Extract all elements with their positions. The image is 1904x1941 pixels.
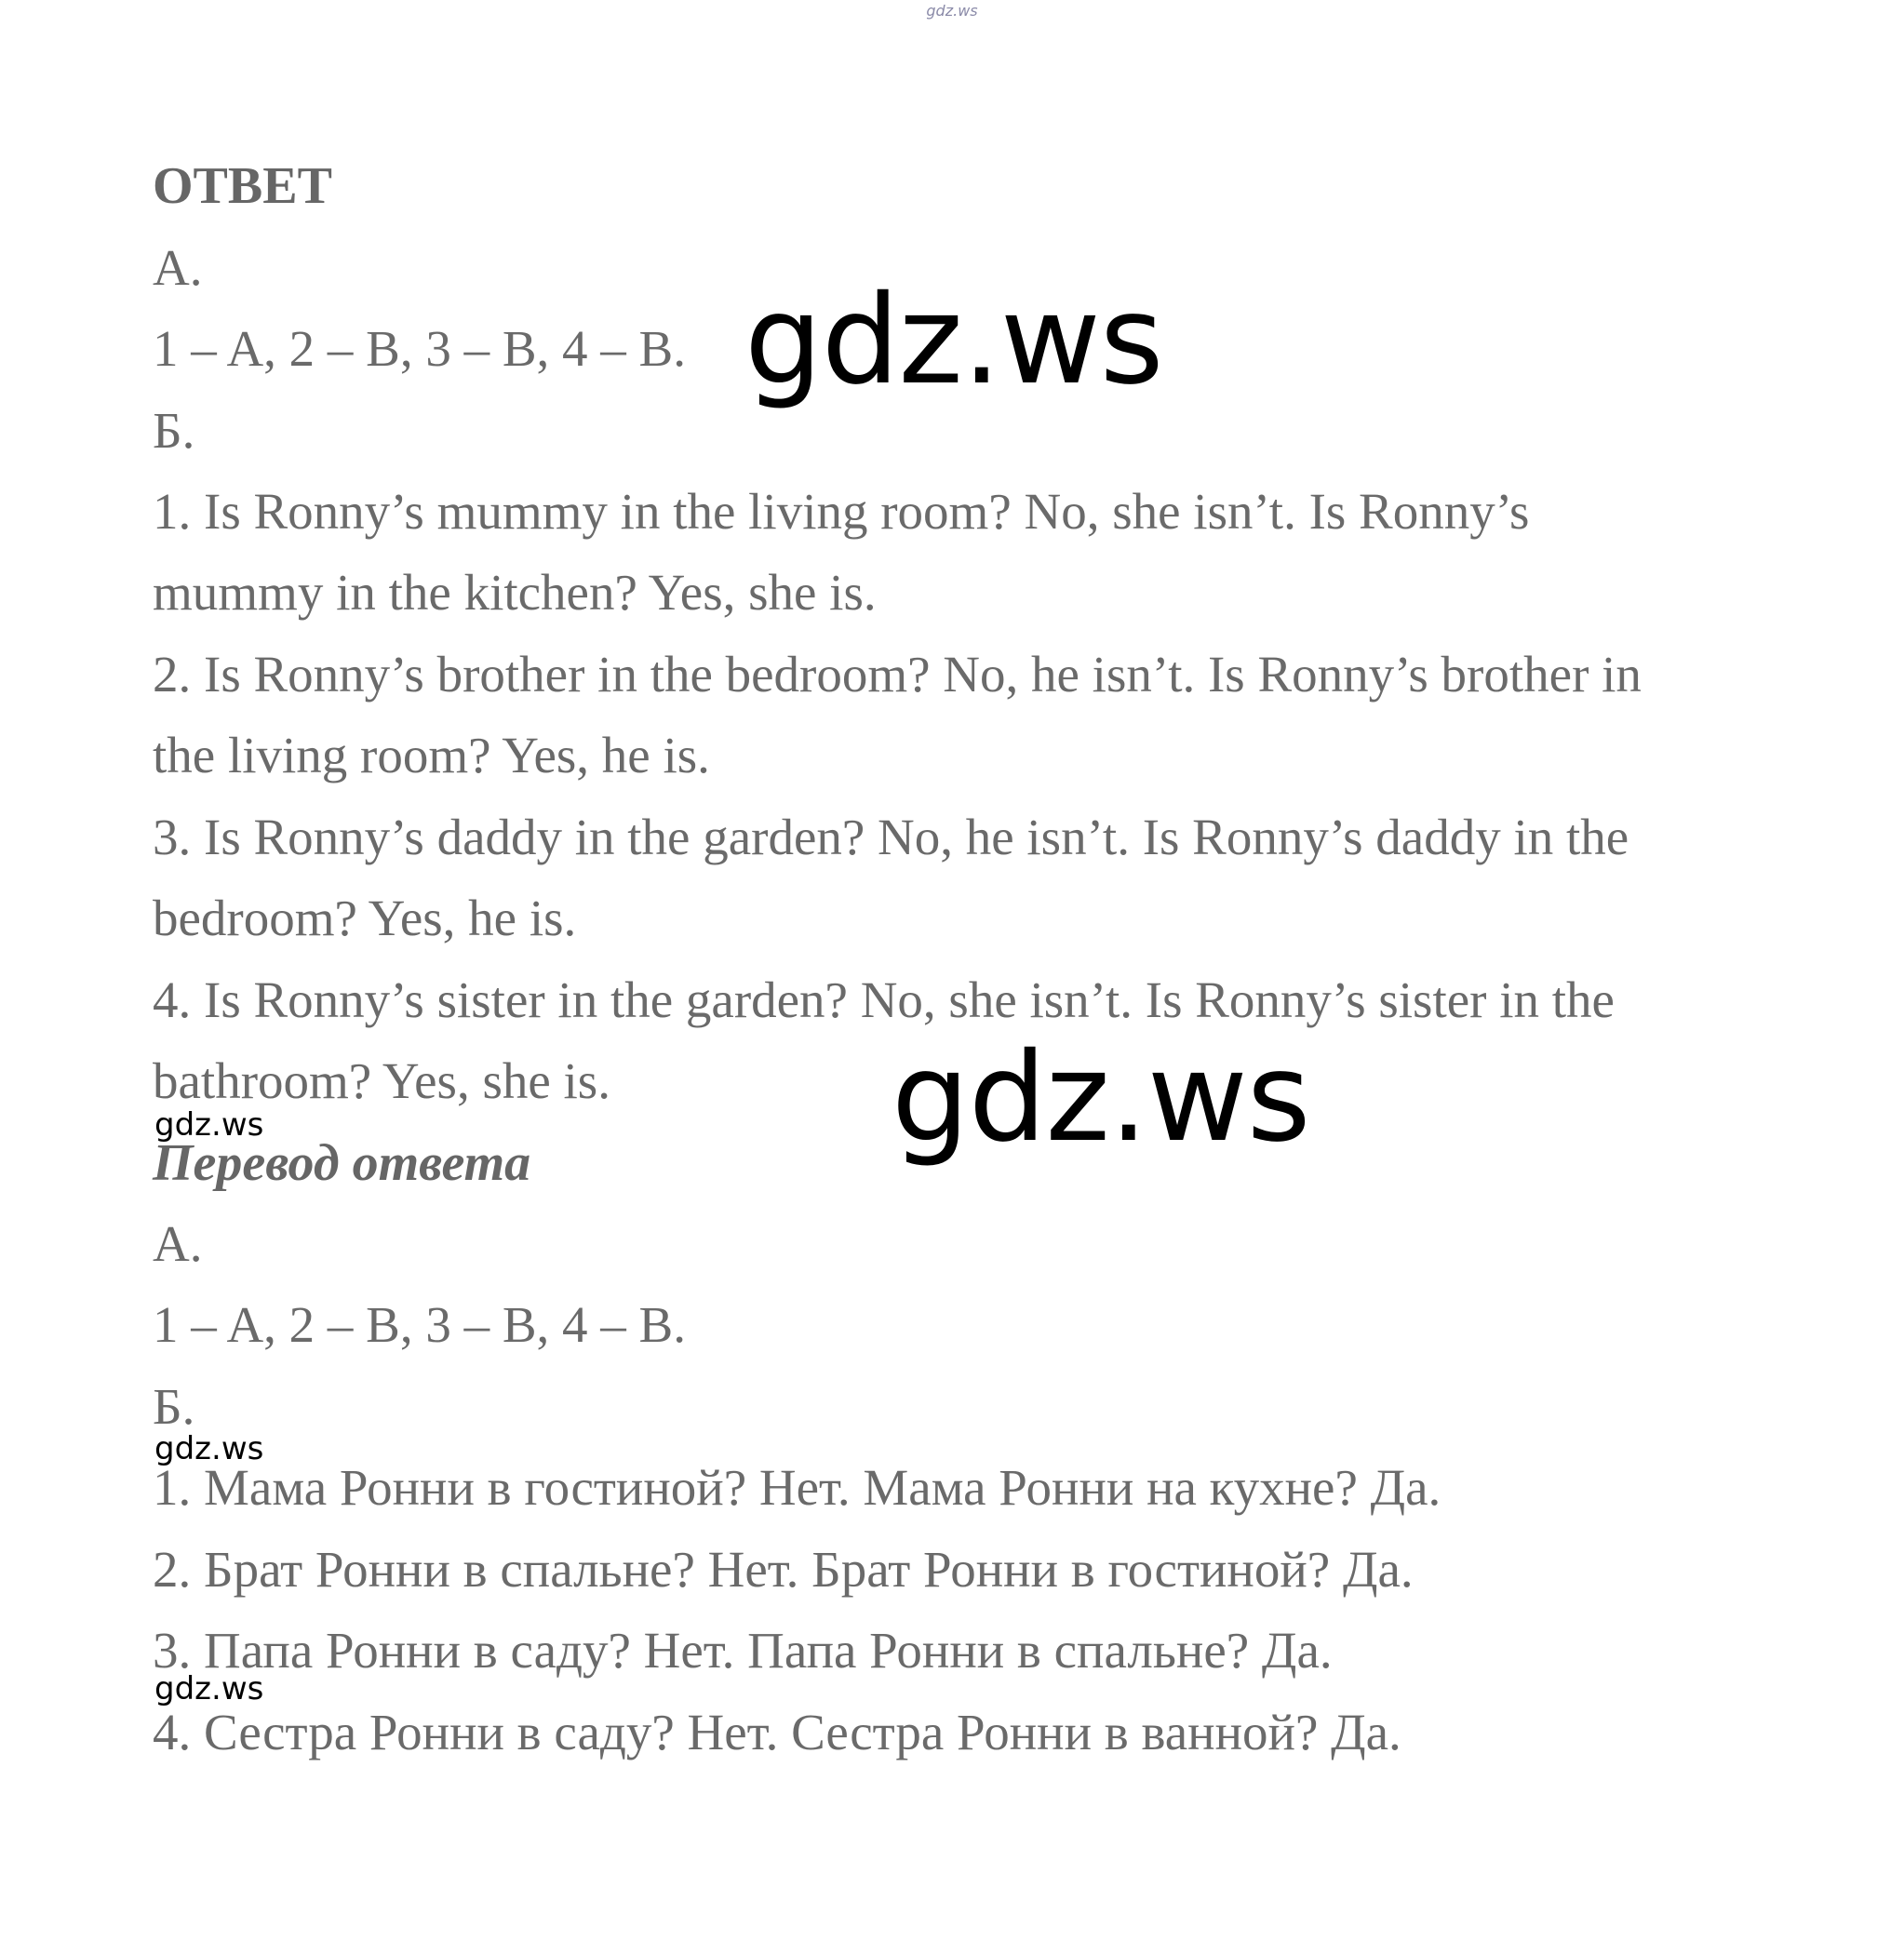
watermark-large: gdz.ws — [892, 1026, 1310, 1170]
answer-line: bathroom? Yes, she is. — [153, 1052, 610, 1109]
translation-heading: Перевод ответа — [153, 1134, 531, 1192]
answer-line: 1. Is Ronny’s mummy in the living room? No, she isn’t. Is Ronny’s — [153, 483, 1530, 540]
translation-line: 3. Папа Ронни в саду? Нет. Папа Ронни в спальне? Да. — [153, 1622, 1333, 1679]
answer-line: 2. Is Ronny’s brother in the bedroom? No, he isn’t. Is Ronny’s brother in — [153, 646, 1642, 703]
answer-line: 4. Is Ronny’s sister in the garden? No, she isn’t. Is Ronny’s sister in the — [153, 971, 1615, 1028]
watermark-top: gdz.ws — [926, 2, 978, 20]
answer-line: 3. Is Ronny’s daddy in the garden? No, he isn’t. Is Ronny’s daddy in the — [153, 809, 1629, 865]
watermark-small: gdz.ws — [154, 1670, 264, 1707]
translation-line: 1. Мама Ронни в гостиной? Нет. Мама Ронни на кухне? Да. — [153, 1459, 1441, 1516]
answer-line: bedroom? Yes, he is. — [153, 890, 577, 946]
watermark-small: gdz.ws — [154, 1430, 264, 1467]
answer-line: mummy in the kitchen? Yes, she is. — [153, 564, 877, 621]
translation-section-b-label: Б. — [153, 1378, 195, 1435]
answer-line: the living room? Yes, he is. — [153, 727, 710, 783]
translation-line: 2. Брат Ронни в спальне? Нет. Брат Ронни в гостиной? Да. — [153, 1541, 1414, 1598]
watermark-small: gdz.ws — [154, 1106, 264, 1144]
translation-line: 4. Сестра Ронни в саду? Нет. Сестра Ронни в ванной? Да. — [153, 1704, 1401, 1760]
translation-section-a-answers: 1 – A, 2 – B, 3 – B, 4 – B. — [153, 1296, 686, 1353]
answer-section-b-label: Б. — [153, 402, 195, 459]
answer-heading: ОТВЕТ — [153, 157, 332, 215]
answer-section-a-answers: 1 – A, 2 – B, 3 – B, 4 – B. — [153, 320, 686, 377]
answer-section-a-label: A. — [153, 239, 203, 296]
watermark-large: gdz.ws — [744, 269, 1163, 412]
translation-section-a-label: A. — [153, 1215, 203, 1272]
